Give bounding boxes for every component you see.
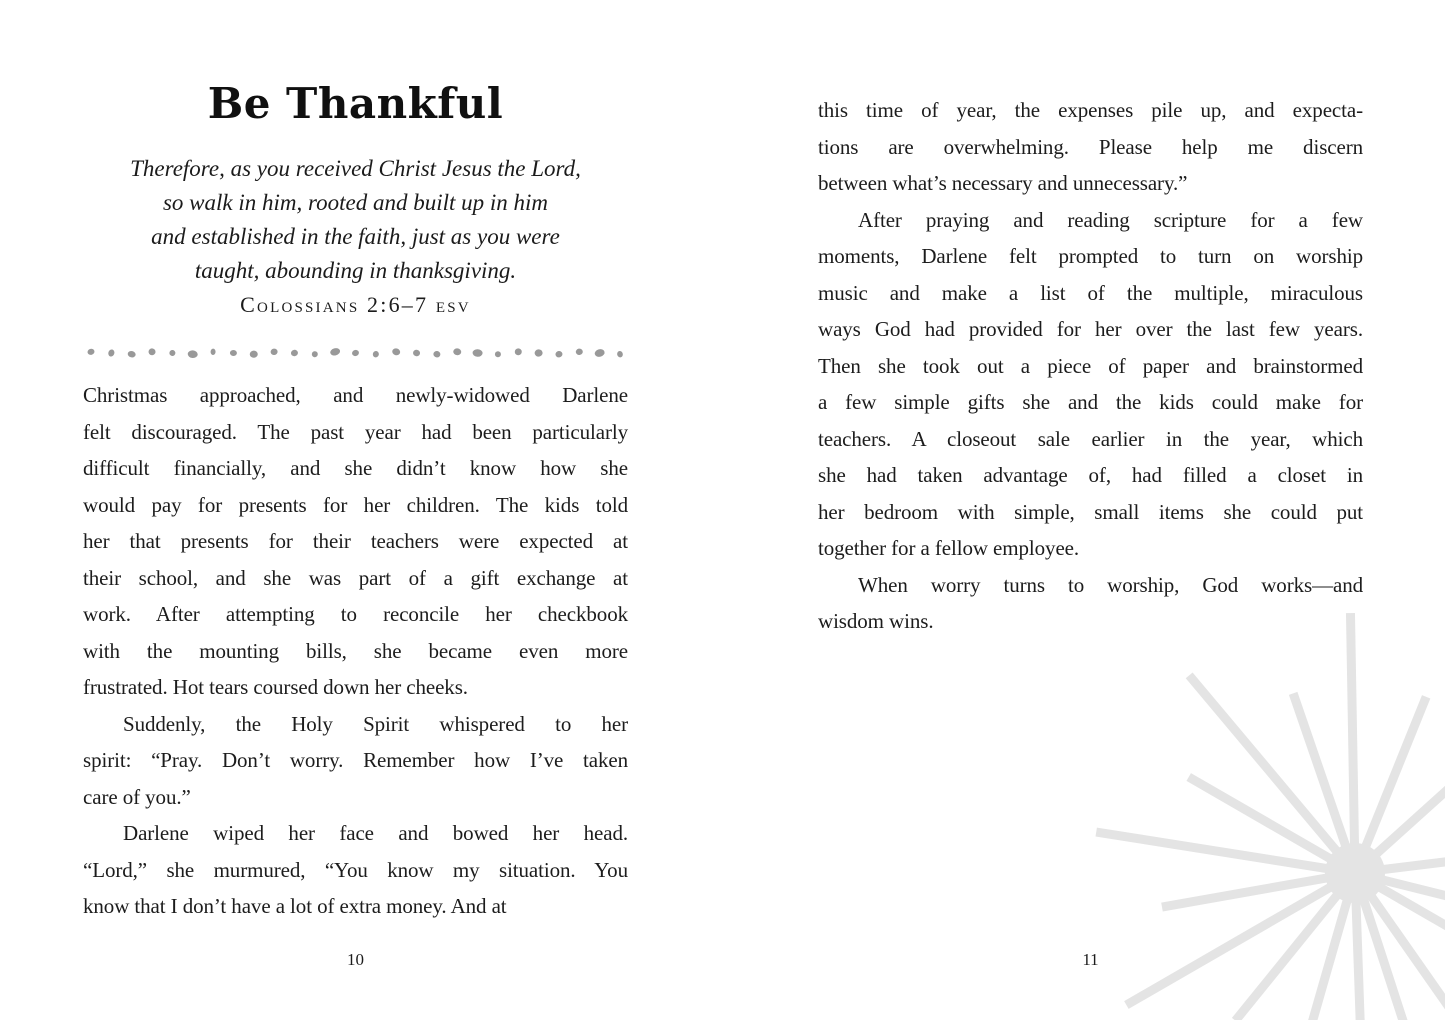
page-number: 11 <box>1082 950 1099 969</box>
body-line: her that presents for their teachers were expected at <box>83 529 628 553</box>
body-line: together for a fellow employee. <box>818 536 1080 560</box>
quote-line: taught, abounding in thanksgiving. <box>194 258 517 283</box>
body-line: with the mounting bills, she became even more <box>83 638 628 663</box>
page-left <box>83 80 628 925</box>
body-line: When worry turns to worship, God works—and <box>858 572 1363 597</box>
body-line: “Lord,” she murmured, “You know my situation. You <box>83 857 628 882</box>
scripture-quote <box>83 152 628 288</box>
dotted-divider <box>83 345 628 361</box>
quote-line: and established in the faith, just as you were <box>151 224 560 249</box>
body-line: between what’s necessary and unnecessary.” <box>818 171 1188 195</box>
body-line: difficult financially, and she didn’t know how she <box>83 456 628 480</box>
chapter-title: Be Thankful <box>207 79 504 128</box>
body-line: would pay for presents for her children. The kids told <box>83 492 628 517</box>
quote-line: Therefore, as you received Christ Jesus the Lord, <box>130 156 581 181</box>
quote-line: so walk in him, rooted and built up in him <box>162 190 549 215</box>
body-line: care of you.” <box>83 784 191 809</box>
body-text-right <box>818 92 1363 640</box>
body-line: Christmas approached, and newly-widowed Darlene <box>83 383 628 407</box>
page-right <box>818 76 1363 640</box>
body-line: Then she took out a piece of paper and brainstormed <box>818 353 1363 378</box>
body-line: wisdom wins. <box>818 609 934 633</box>
body-line: teachers. A closeout sale earlier in the year, which <box>818 426 1363 451</box>
body-line: she had taken advantage of, had filled a closet in <box>818 463 1363 487</box>
body-line: Suddenly, the Holy Spirit whispered to her <box>123 711 628 736</box>
body-line: moments, Darlene felt prompted to turn on worship <box>818 244 1363 268</box>
body-line: After praying and reading scripture for a few <box>858 207 1363 232</box>
body-line: ways God had provided for her over the last few years. <box>818 317 1363 341</box>
body-line: frustrated. Hot tears coursed down her cheeks. <box>83 675 468 699</box>
body-line: this time of year, the expenses pile up, and expecta- <box>818 98 1363 122</box>
body-line: tions are overwhelming. Please help me discern <box>818 134 1363 159</box>
page-number: 10 <box>347 950 364 969</box>
scripture-reference: Colossians 2:6–7 esv <box>240 292 471 317</box>
body-text-left <box>83 377 628 925</box>
body-line: music and make a list of the multiple, miraculous <box>818 280 1363 305</box>
body-line: Darlene wiped her face and bowed her head. <box>123 821 628 845</box>
body-line: felt discouraged. The past year had been particularly <box>83 419 628 444</box>
body-line: their school, and she was part of a gift exchange at <box>83 565 628 590</box>
body-line: work. After attempting to reconcile her checkbook <box>83 602 628 626</box>
body-line: a few simple gifts she and the kids could make for <box>818 390 1363 414</box>
body-line: know that I don’t have a lot of extra money. And at <box>83 894 507 918</box>
body-line: her bedroom with simple, small items she could put <box>818 499 1363 524</box>
body-line: spirit: “Pray. Don’t worry. Remember how I’ve taken <box>83 748 628 772</box>
